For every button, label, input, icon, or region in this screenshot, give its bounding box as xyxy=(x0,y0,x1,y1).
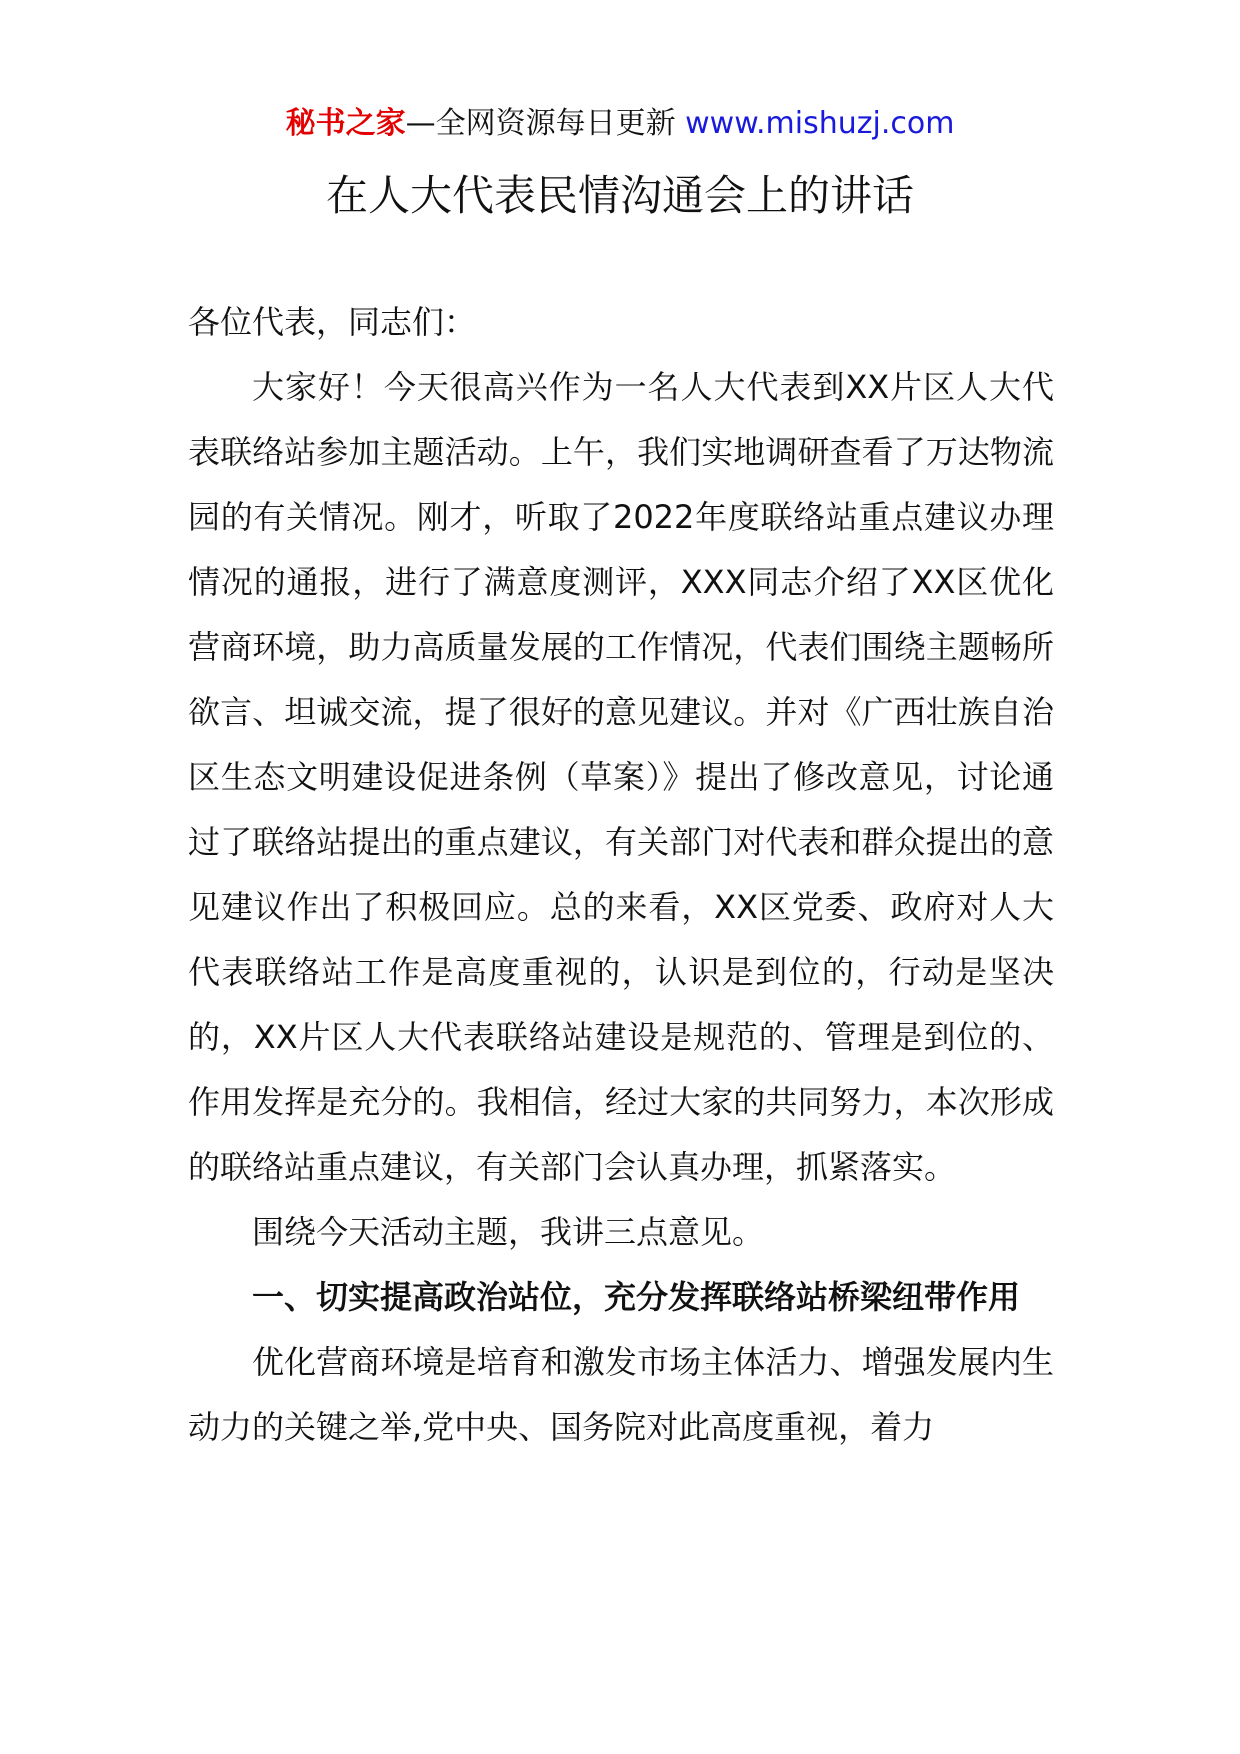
site-url-link[interactable]: www.mishuzj.com xyxy=(685,106,955,141)
site-header xyxy=(0,100,1240,148)
document-title: 在人大代表民情沟通会上的讲话 xyxy=(325,171,914,220)
brand-name: 秘书之家 xyxy=(285,106,406,141)
header-tagline: —全网资源每日更新 xyxy=(405,106,676,141)
document-body xyxy=(188,290,1054,1460)
body-paragraph-intro: 大家好！今天很高兴作为一名人大代表到XX片区人大代表联络站参加主题活动。上午，我们实地调研查看了万达物流园的有关情况。刚才，听取了2022年度联络站重点建议办理情况的通报，进行了满意度测评，XXX同志介绍了XX区优化营商环境，助力高质量发展的工作情况，代表们围绕主题畅所欲言、坦诚交流，提了很好的意见建议。并对《广西壮族自治区生态文明建设促进条例（草案）》提出了修改意见，讨论通过了联络站提出的重点建议，有关部门对代表和群众提出的意见建议作出了积极回应。总的来看，XX区党委、政府对人大代表联络站工作是高度重视的，认识是到位的，行动是坚决的，XX片区人大代表联络站建设是规范的、管理是到位的、作用发挥是充分的。我相信，经过大家的共同努力，本次形成的联络站重点建议，有关部门会认真办理，抓紧落实。 xyxy=(188,368,1054,1186)
body-paragraph-outline: 围绕今天活动主题，我讲三点意见。 xyxy=(252,1213,765,1251)
section-paragraph: 优化营商环境是培育和激发市场主体活力、增强发展内生动力的关键之举,党中央、国务院对此高度重视，着力 xyxy=(188,1343,1054,1446)
section-heading: 一、切实提高政治站位，充分发挥联络站桥梁纽带作用 xyxy=(252,1278,1021,1316)
salutation: 各位代表，同志们： xyxy=(188,303,477,341)
